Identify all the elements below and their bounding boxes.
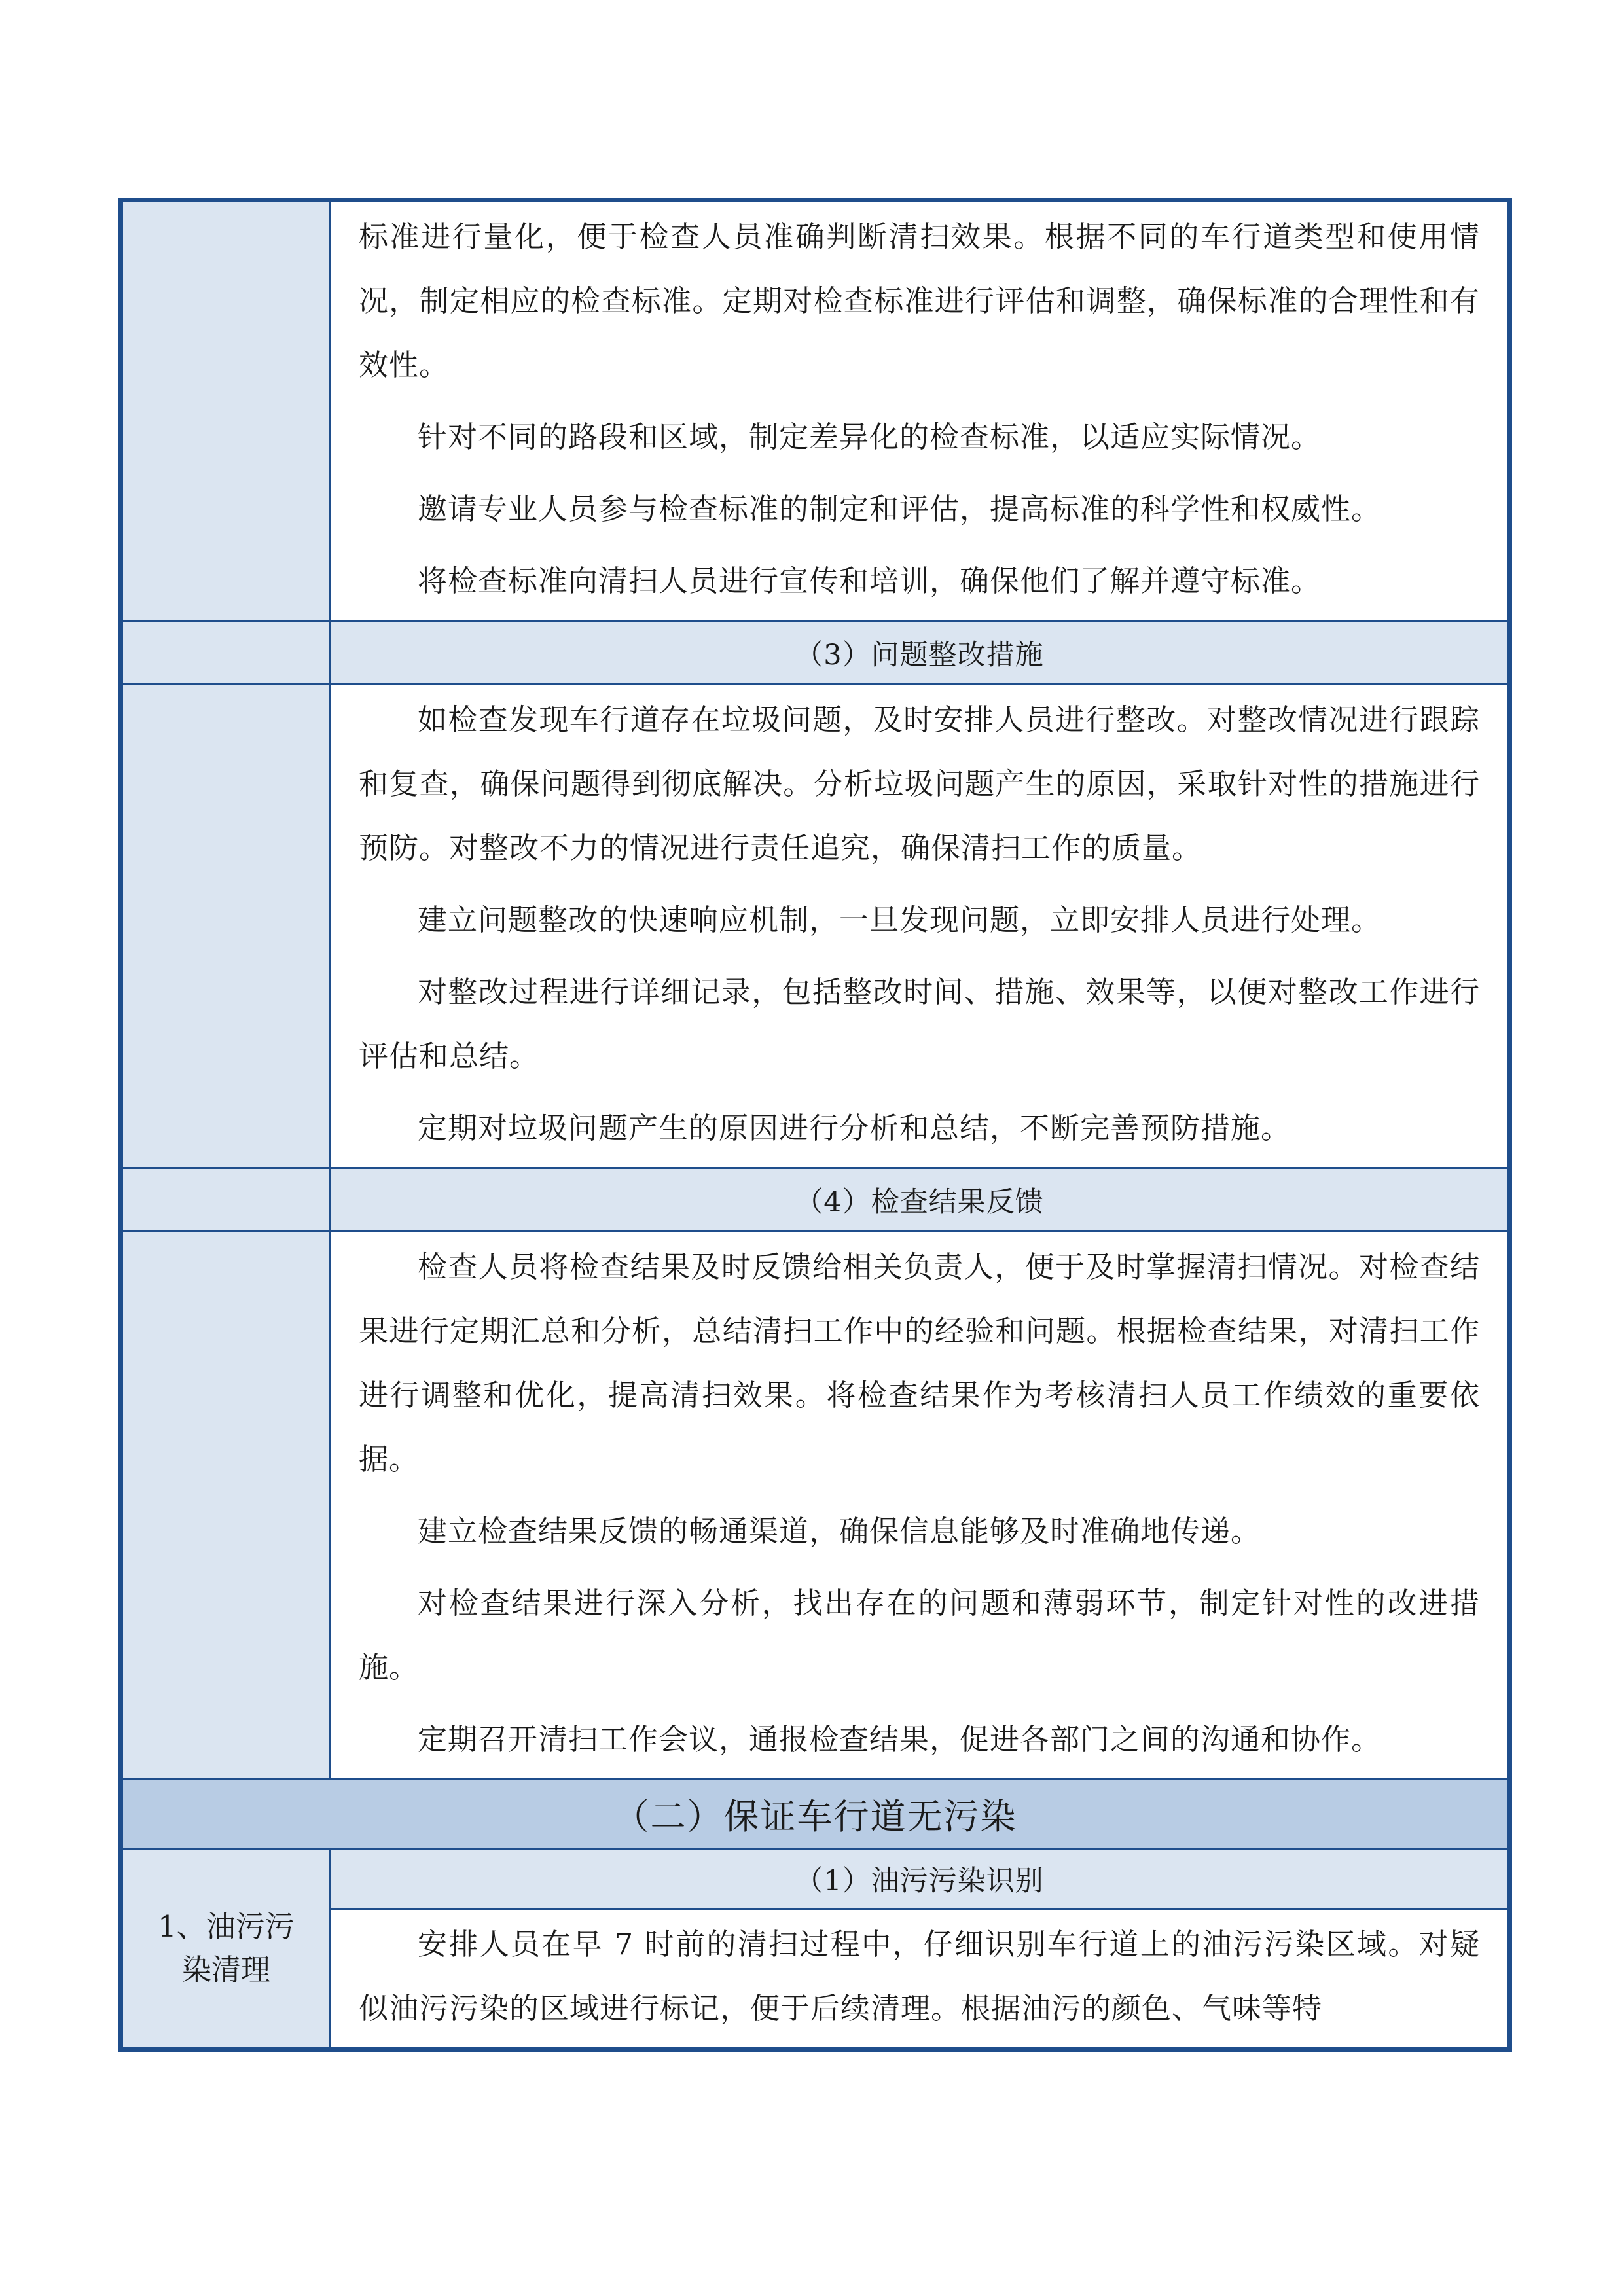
paragraph: 定期对垃圾问题产生的原因进行分析和总结，不断完善预防措施。 <box>418 1111 1291 1145</box>
row-label-oil-cleaning <box>123 1850 331 2047</box>
paragraph: 对整改过程进行详细记录，包括整改时间、措施、效果等，以便对整改工作进行评估和总结。 <box>359 975 1480 1073</box>
left-column-cell <box>123 685 331 1169</box>
paragraph: 邀请专业人员参与检查标准的制定和评估，提高标准的科学性和权威性。 <box>418 492 1382 526</box>
left-column-cell <box>123 1169 331 1232</box>
rectification-body-cell <box>331 685 1507 1169</box>
paragraph: 标准进行量化，便于检查人员准确判断清扫效果。根据不同的车行道类型和使用情况，制定相应的检查标准。定期对检查标准进行评估和调整，确保标准的合理性和有效性。 <box>359 219 1480 382</box>
paragraph: 将检查标准向清扫人员进行宣传和培训，确保他们了解并遵守标准。 <box>418 564 1322 598</box>
feedback-heading: （4）检查结果反馈 <box>331 1169 1507 1232</box>
oil-identification-body-cell <box>331 1910 1507 2047</box>
feedback-body-cell <box>331 1232 1507 1780</box>
left-column-cell <box>123 1232 331 1780</box>
paragraph: 检查人员将检查结果及时反馈给相关负责人，便于及时掌握清扫情况。对检查结果进行定期汇总和分析，总结清扫工作中的经验和问题。根据检查结果，对清扫工作进行调整和优化，提高清扫效果。将检查结果作为考核清扫人员工作绩效的重要依据。 <box>359 1249 1480 1477</box>
paragraph: 建立检查结果反馈的畅通渠道，确保信息能够及时准确地传递。 <box>418 1514 1261 1549</box>
rectification-heading: （3）问题整改措施 <box>331 622 1507 685</box>
left-column-cell <box>123 622 331 685</box>
oil-identification-heading: （1）油污污染识别 <box>331 1850 1507 1910</box>
paragraph: 定期召开清扫工作会议，通报检查结果，促进各部门之间的沟通和协作。 <box>418 1722 1382 1757</box>
paragraph: 对检查结果进行深入分析，找出存在的问题和薄弱环节，制定针对性的改进措施。 <box>359 1586 1480 1685</box>
row-label-line: 1、油污污 <box>158 1909 295 1944</box>
content-table <box>118 198 1512 2052</box>
paragraph: 如检查发现车行道存在垃圾问题，及时安排人员进行整改。对整改情况进行跟踪和复查，确保问题得到彻底解决。分析垃圾问题产生的原因，采取针对性的措施进行预防。对整改不力的情况进行责任追究，确保清扫工作的质量。 <box>359 702 1480 865</box>
row-label-line: 染清理 <box>181 1952 270 1987</box>
paragraph: 针对不同的路段和区域，制定差异化的检查标准，以适应实际情况。 <box>418 420 1322 454</box>
paragraph: 安排人员在早 7 时前的清扫过程中，仔细识别车行道上的油污污染区域。对疑似油污污染的区域进行标记，便于后续清理。根据油污的颜色、气味等特 <box>359 1927 1480 2026</box>
paragraph: 建立问题整改的快速响应机制，一旦发现问题，立即安排人员进行处理。 <box>418 903 1382 937</box>
left-column-cell <box>123 202 331 622</box>
standards-continuation-cell <box>331 202 1507 622</box>
section-title: （二）保证车行道无污染 <box>123 1780 1507 1850</box>
